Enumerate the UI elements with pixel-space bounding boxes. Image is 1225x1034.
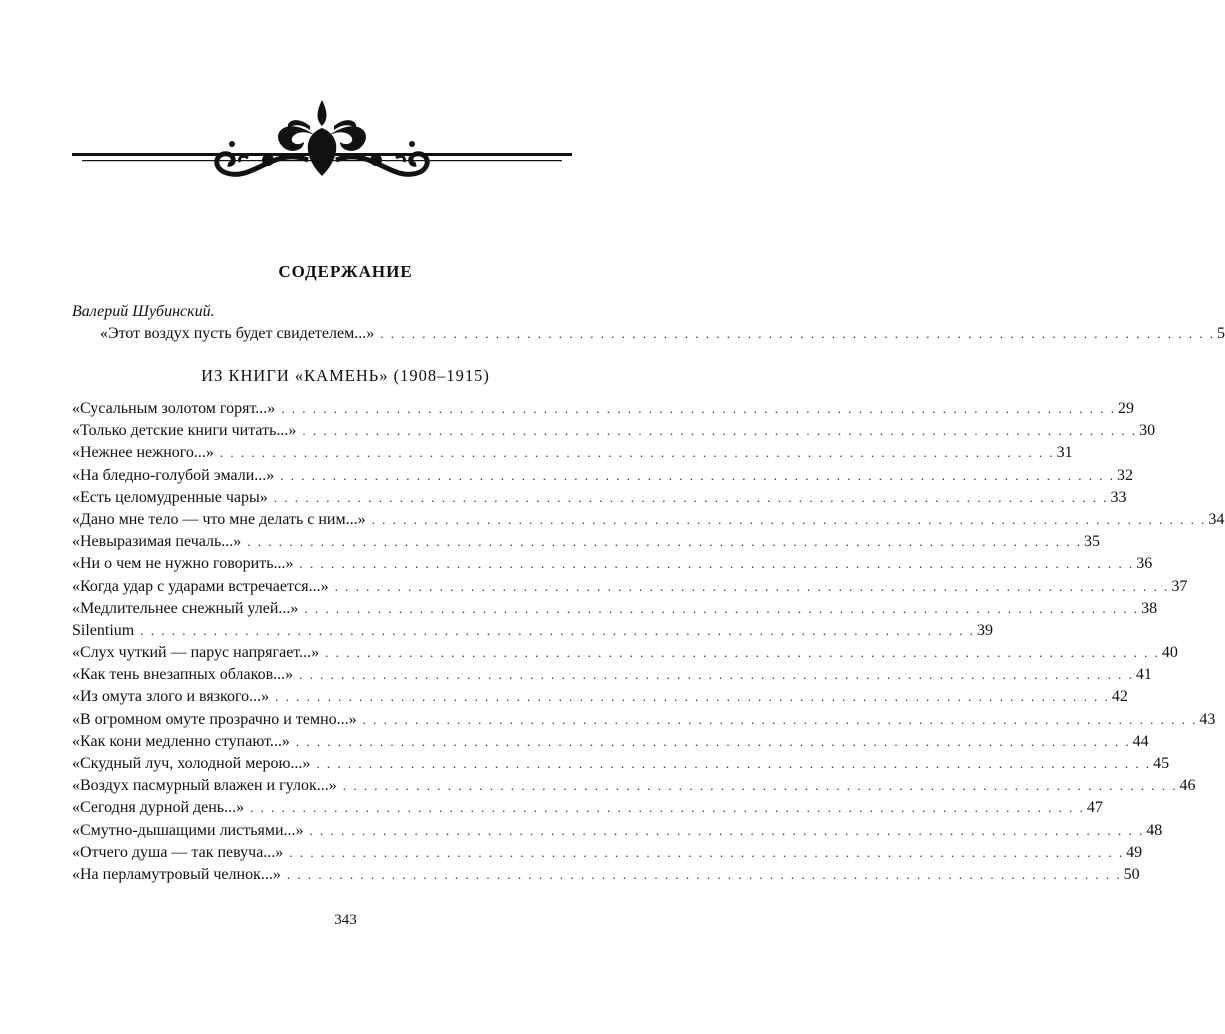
toc-title: «Слух чуткий — парус напрягает...» <box>72 644 320 662</box>
toc-leader: . . . . . . . . . . . . . . . . . . . . . . . . . . . . . . . . . . . . . . . . . . . . . . . . . . . . . . . . . . . . . . . . . . . . . . . . . . . . . . . . <box>342 778 1178 794</box>
toc-row[interactable] <box>72 465 1134 487</box>
toc-page: 46 <box>1179 777 1196 795</box>
toc-row[interactable] <box>72 509 1225 531</box>
toc-title: «Только детские книги читать...» <box>72 422 297 440</box>
toc-page: 35 <box>1084 533 1101 551</box>
toc-row[interactable] <box>72 531 1101 553</box>
page-number: 343 <box>334 912 357 928</box>
toc-page: 34 <box>1208 510 1225 528</box>
toc-title: «Из омута злого и вязкого...» <box>72 688 270 706</box>
toc-title: «Воздух пасмурный влажен и гулок...» <box>72 777 337 795</box>
toc-row[interactable] <box>72 820 1163 842</box>
toc-page: 41 <box>1135 666 1152 684</box>
toc-title: «Смутно-дышащими листьями...» <box>72 821 304 839</box>
ornament-divider <box>72 96 572 192</box>
toc-row[interactable] <box>72 553 1153 575</box>
preface-entry <box>72 301 1225 345</box>
toc-leader: . . . . . . . . . . . . . . . . . . . . . . . . . . . . . . . . . . . . . . . . . . . . . . . . . . . . . . . . . . . . . . . . . . . . . . . . . . . . . . . . <box>273 489 1109 505</box>
toc-page: 31 <box>1056 444 1073 462</box>
page-title: СОДЕРЖАНИЕ <box>278 262 413 281</box>
toc-page: 42 <box>1111 688 1128 706</box>
toc-title: «Ни о чем не нужно говорить...» <box>72 555 294 573</box>
toc-title: «Когда удар с ударами встречается...» <box>72 577 329 595</box>
toc-row[interactable] <box>72 731 1149 753</box>
toc-title: «Есть целомудренные чары» <box>72 488 268 506</box>
toc-leader: . . . . . . . . . . . . . . . . . . . . . . . . . . . . . . . . . . . . . . . . . . . . . . . . . . . . . . . . . . . . . . . . . . . . . . . . . . . . . . . . <box>302 423 1138 439</box>
toc-leader: . . . . . . . . . . . . . . . . . . . . . . . . . . . . . . . . . . . . . . . . . . . . . . . . . . . . . . . . . . . . . . . . . . . . . . . . . . . . . . . . <box>362 711 1198 727</box>
toc-title: «Сегодня дурной день...» <box>72 799 245 817</box>
toc-row[interactable] <box>72 842 1143 864</box>
toc-page: 40 <box>1161 644 1178 662</box>
toc-leader: . . . . . . . . . . . . . . . . . . . . . . . . . . . . . . . . . . . . . . . . . . . . . . . . . . . . . . . . . . . . . . . . . . . . . . . . . . . . . . . . <box>281 401 1116 416</box>
toc-title: «Как кони медленно ступают...» <box>72 732 290 750</box>
toc-page: 39 <box>976 621 993 639</box>
toc-page: 49 <box>1126 843 1143 861</box>
toc-page: 37 <box>1171 577 1188 595</box>
toc-row[interactable] <box>72 323 1225 345</box>
preface-author: Валерий Шубинский. <box>72 303 215 320</box>
toc-leader: . . . . . . . . . . . . . . . . . . . . . . . . . . . . . . . . . . . . . . . . . . . . . . . . . . . . . . . . . . . . . . . . . . . . . . . . . . . . . . . . <box>275 689 1110 705</box>
toc-row[interactable] <box>72 664 1152 686</box>
toc-row[interactable] <box>72 398 1134 420</box>
toc-row[interactable] <box>72 442 1073 464</box>
toc-title: «Невыразимая печаль...» <box>72 533 242 551</box>
toc-row[interactable] <box>72 620 993 642</box>
toc-title: Silentium <box>72 621 135 639</box>
toc-row[interactable] <box>72 797 1103 819</box>
toc-leader: . . . . . . . . . . . . . . . . . . . . . . . . . . . . . . . . . . . . . . . . . . . . . . . . . . . . . . . . . . . . . . . . . . . . . . . . . . . . . . . . <box>316 756 1152 771</box>
toc-title: «Дано мне тело — что мне делать с ним...» <box>72 510 366 528</box>
toc-title: «Этот воздух пусть будет свидетелем...» <box>100 325 375 342</box>
section-heading: ИЗ КНИГИ «КАМЕНЬ» (1908–1915) <box>201 366 490 385</box>
toc-row[interactable] <box>72 576 1188 598</box>
toc-page: 43 <box>1199 710 1216 728</box>
toc-leader: . . . . . . . . . . . . . . . . . . . . . . . . . . . . . . . . . . . . . . . . . . . . . . . . . . . . . . . . . . . . . . . . . . . . . . . . . . . . . . . . <box>219 445 1055 461</box>
toc-page: 47 <box>1086 799 1103 817</box>
toc-leader: . . . . . . . . . . . . . . . . . . . . . . . . . . . . . . . . . . . . . . . . . . . . . . . . . . . . . . . . . . . . . . . . . . . . . . . . . . . . . . . . <box>289 844 1125 860</box>
toc-list <box>72 398 1225 886</box>
toc-leader: . . . . . . . . . . . . . . . . . . . . . . . . . . . . . . . . . . . . . . . . . . . . . . . . . . . . . . . . . . . . . . . . . . . . . . . . . . . . . . . . <box>295 733 1131 749</box>
toc-leader: . . . . . . . . . . . . . . . . . . . . . . . . . . . . . . . . . . . . . . . . . . . . . . . . . . . . . . . . . . . . . . . . . . . . . . . . . . . . . . . . <box>304 600 1140 616</box>
toc-title: «Отчего душа — так певуча...» <box>72 843 284 861</box>
toc-page: 48 <box>1146 821 1163 839</box>
toc-page: 5 <box>1216 325 1225 342</box>
toc-page: 36 <box>1136 555 1153 573</box>
toc-row[interactable] <box>72 420 1156 442</box>
toc-row[interactable] <box>72 709 1216 731</box>
toc-row[interactable] <box>72 686 1128 708</box>
toc-leader: . . . . . . . . . . . . . . . . . . . . . . . . . . . . . . . . . . . . . . . . . . . . . . . . . . . . . . . . . . . . . . . . . . . . . . . . . . . . . . . . <box>299 667 1134 683</box>
toc-page: 33 <box>1110 488 1127 506</box>
toc-title: «Нежнее нежного...» <box>72 444 214 462</box>
toc-leader: . . . . . . . . . . . . . . . . . . . . . . . . . . . . . . . . . . . . . . . . . . . . . . . . . . . . . . . . . . . . . . . . . . . . . . . . . . . . . . . . <box>325 645 1160 661</box>
toc-row[interactable] <box>72 775 1196 797</box>
toc-leader: . . . . . . . . . . . . . . . . . . . . . . . . . . . . . . . . . . . . . . . . . . . . . . . . . . . . . . . . . . . . . . . . . . . . . . . . . . . . . . . . <box>309 822 1145 838</box>
toc-leader: . . . . . . . . . . . . . . . . . . . . . . . . . . . . . . . . . . . . . . . . . . . . . . . . . . . . . . . . . . . . . . . . . . . . . . . . . . . . . . . . <box>280 467 1116 483</box>
toc-page: 50 <box>1123 865 1140 883</box>
toc-page: 44 <box>1132 732 1149 750</box>
toc-leader: . . . . . . . . . . . . . . . . . . . . . . . . . . . . . . . . . . . . . . . . . . . . . . . . . . . . . . . . . . . . . . . . . . . . . . . . . . . . . . . . <box>140 622 975 638</box>
toc-leader: . . . . . . . . . . . . . . . . . . . . . . . . . . . . . . . . . . . . . . . . . . . . . . . . . . . . . . . . . . . . . . . . . . . . . . . . . . . . . . . . <box>250 800 1085 816</box>
toc-page: 29 <box>1117 400 1134 417</box>
toc-leader: . . . . . . . . . . . . . . . . . . . . . . . . . . . . . . . . . . . . . . . . . . . . . . . . . . . . . . . . . . . . . . . . . . . . . . . . . . . . . . . . <box>286 866 1122 882</box>
toc-page: 32 <box>1117 466 1134 484</box>
toc-page: 38 <box>1141 599 1158 617</box>
toc-row[interactable] <box>72 864 1140 886</box>
toc-leader: . . . . . . . . . . . . . . . . . . . . . . . . . . . . . . . . . . . . . . . . . . . . . . . . . . . . . . . . . . . . . . . . . . . . . . . . . . . . . . . . <box>299 556 1135 572</box>
toc-title: «На бледно-голубой эмали...» <box>72 466 275 484</box>
toc-page: 30 <box>1139 422 1156 440</box>
toc-row[interactable] <box>72 487 1127 509</box>
toc-title: «Медлительнее снежный улей...» <box>72 599 299 617</box>
toc-leader: . . . . . . . . . . . . . . . . . . . . . . . . . . . . . . . . . . . . . . . . . . . . . . . . . . . . . . . . . . . . . . . . . . . . . . . . . . . . . . . . <box>371 511 1207 527</box>
toc-leader: . . . . . . . . . . . . . . . . . . . . . . . . . . . . . . . . . . . . . . . . . . . . . . . . . . . . . . . . . . . . . . . . . . . . . . . . . . . . . . . . <box>380 326 1215 341</box>
toc-title: «Сусальным золотом горят...» <box>72 400 276 417</box>
toc-title: «В огромном омуте прозрачно и темно...» <box>72 710 357 728</box>
toc-row[interactable] <box>72 753 1170 775</box>
toc-row[interactable] <box>72 642 1178 664</box>
toc-title: «На перламутровый челнок...» <box>72 865 281 883</box>
toc-leader: . . . . . . . . . . . . . . . . . . . . . . . . . . . . . . . . . . . . . . . . . . . . . . . . . . . . . . . . . . . . . . . . . . . . . . . . . . . . . . . . <box>247 534 1083 550</box>
toc-leader: . . . . . . . . . . . . . . . . . . . . . . . . . . . . . . . . . . . . . . . . . . . . . . . . . . . . . . . . . . . . . . . . . . . . . . . . . . . . . . . . <box>334 578 1170 594</box>
toc-title: «Скудный луч, холодной мерою...» <box>72 755 311 772</box>
toc-title: «Как тень внезапных облаков...» <box>72 666 294 684</box>
toc-row[interactable] <box>72 598 1158 620</box>
toc-page: 45 <box>1153 755 1170 772</box>
